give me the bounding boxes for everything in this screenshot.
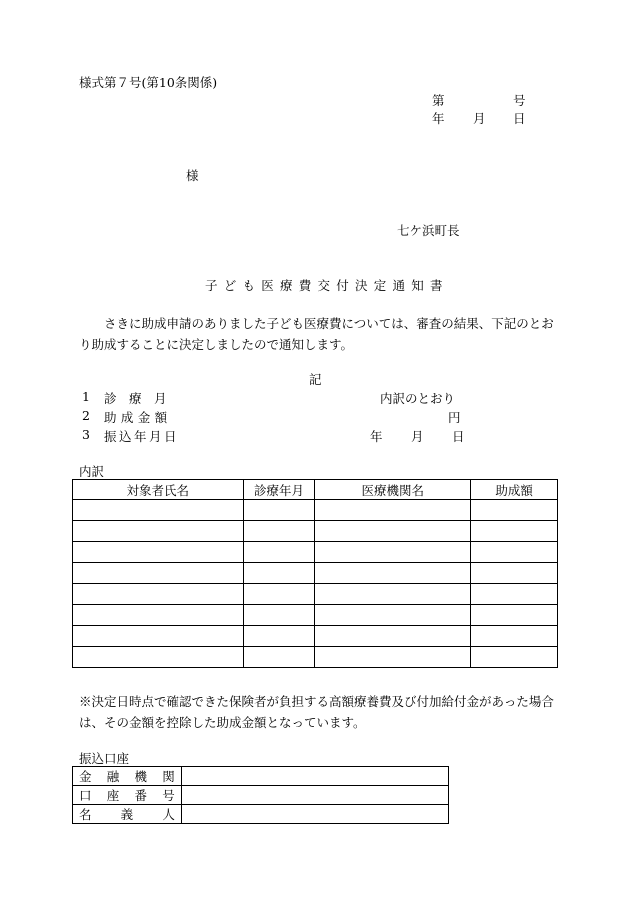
table-cell[interactable] <box>471 647 558 668</box>
table-cell[interactable] <box>243 626 315 647</box>
date-day: 日 <box>513 111 526 126</box>
table-cell[interactable] <box>471 626 558 647</box>
item-1-label: 診 療 月 <box>104 391 167 406</box>
table-row <box>73 626 558 647</box>
item-2-label: 助成金額 <box>104 410 172 425</box>
issuer-name: 七ケ浜町長 <box>397 223 460 238</box>
item-3-number: 3 <box>82 427 90 442</box>
table-cell[interactable] <box>243 542 315 563</box>
table-row <box>73 500 558 521</box>
item-2-value: 円 <box>448 410 461 425</box>
table-cell[interactable] <box>315 584 471 605</box>
table-cell[interactable] <box>73 500 244 521</box>
date-month: 月 <box>473 111 486 126</box>
table-cell[interactable] <box>471 542 558 563</box>
column-header: 診療年月 <box>243 480 315 500</box>
table-cell[interactable] <box>315 647 471 668</box>
addressee-honorific: 様 <box>186 168 199 183</box>
table-cell[interactable] <box>471 563 558 584</box>
table-cell[interactable] <box>315 521 471 542</box>
table-cell[interactable] <box>471 584 558 605</box>
column-header: 対象者氏名 <box>73 480 244 500</box>
breakdown-heading: 内訳 <box>79 464 105 479</box>
bank-value-holder[interactable] <box>181 805 448 824</box>
table-cell[interactable] <box>243 500 315 521</box>
table-cell[interactable] <box>243 521 315 542</box>
form-number: 様式第７号(第10条関係) <box>79 75 218 90</box>
table-cell[interactable] <box>315 626 471 647</box>
item-1-number: 1 <box>82 389 90 404</box>
table-row <box>73 542 558 563</box>
bank-label-institution: 金 融 機 関 <box>73 767 182 786</box>
doc-number-prefix: 第 <box>432 93 445 108</box>
bank-label-holder: 名 義 人 <box>73 805 182 824</box>
table-cell[interactable] <box>73 626 244 647</box>
bank-value-account-number[interactable] <box>181 786 448 805</box>
bank-row-institution <box>73 767 449 786</box>
item-3-day: 日 <box>452 429 465 444</box>
bank-table <box>72 766 449 824</box>
table-cell[interactable] <box>471 605 558 626</box>
table-row <box>73 605 558 626</box>
bank-row-account-number <box>73 786 449 805</box>
table-cell[interactable] <box>315 563 471 584</box>
item-2-number: 2 <box>82 408 90 423</box>
date-year: 年 <box>432 111 445 126</box>
bank-heading: 振込口座 <box>79 751 130 766</box>
table-cell[interactable] <box>243 605 315 626</box>
table-row <box>73 647 558 668</box>
table-cell[interactable] <box>315 500 471 521</box>
table-row <box>73 521 558 542</box>
table-cell[interactable] <box>243 563 315 584</box>
body-paragraph: さきに助成申請のありました子ども医療費については、審査の結果、下記のとおり助成することに決定しましたので通知します。 <box>79 316 554 352</box>
table-cell[interactable] <box>243 584 315 605</box>
item-3-year: 年 <box>370 429 383 444</box>
doc-number-suffix: 号 <box>513 93 526 108</box>
item-1-value: 内訳のとおり <box>380 391 456 406</box>
table-cell[interactable] <box>471 521 558 542</box>
table-row <box>73 584 558 605</box>
item-3-month: 月 <box>411 429 424 444</box>
bank-row-holder <box>73 805 449 824</box>
column-header: 助成額 <box>471 480 558 500</box>
ki-heading: 記 <box>309 372 322 387</box>
table-cell[interactable] <box>73 647 244 668</box>
table-cell[interactable] <box>471 500 558 521</box>
document-title: 子ども医療費交付決定通知書 <box>205 278 449 293</box>
table-cell[interactable] <box>73 605 244 626</box>
table-cell[interactable] <box>73 584 244 605</box>
deduction-note: ※決定日時点で確認できた保険者が負担する高額療養費及び付加給付金があった場合は、その金額を控除した助成金額となっています。 <box>79 694 554 730</box>
column-header: 医療機関名 <box>315 480 471 500</box>
table-cell[interactable] <box>73 521 244 542</box>
table-cell[interactable] <box>73 542 244 563</box>
bank-label-account-number: 口 座 番 号 <box>73 786 182 805</box>
table-cell[interactable] <box>243 647 315 668</box>
breakdown-header-row <box>73 480 558 500</box>
table-cell[interactable] <box>73 563 244 584</box>
bank-value-institution[interactable] <box>181 767 448 786</box>
table-cell[interactable] <box>315 605 471 626</box>
table-row <box>73 563 558 584</box>
breakdown-table <box>72 479 558 668</box>
item-3-label: 振込年月日 <box>104 429 180 444</box>
table-cell[interactable] <box>315 542 471 563</box>
